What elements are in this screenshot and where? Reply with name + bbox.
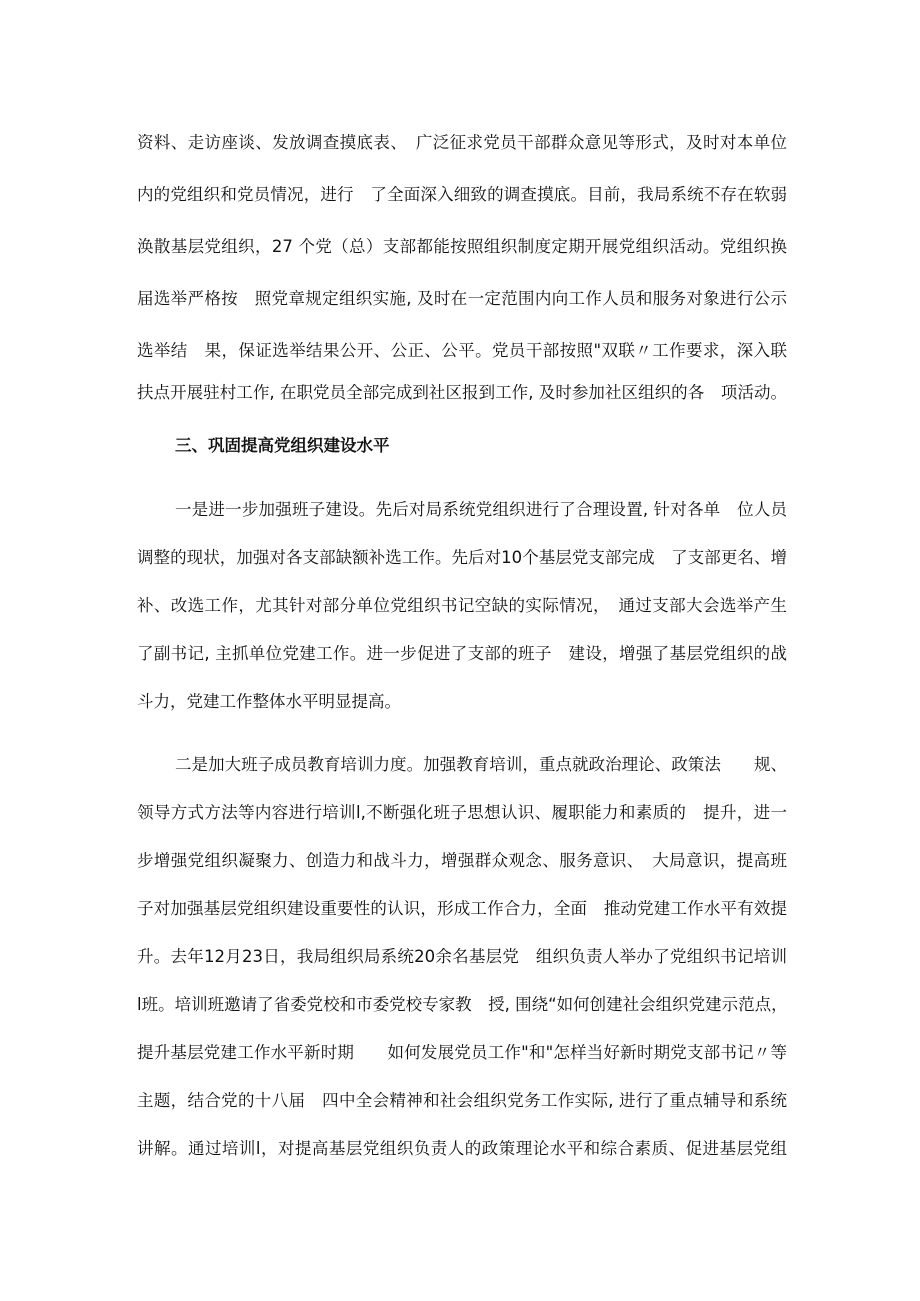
paragraph-line: 领导方式方法等内容进行培训l,不断强化班子思想认识、履职能力和素质的 提升，进一 — [137, 803, 787, 822]
paragraph-line: 主题，结合党的十八届 四中全会精神和社会组织党务工作实际, 进行了重点辅导和系统 — [137, 1091, 787, 1110]
paragraph-line: 一是进一步加强班子建设。先后对局系统党组织进行了合理设置, 针对各单 位人员 — [175, 500, 787, 519]
paragraph-line: 届选举严格按 照党章规定组织实施, 及时在一定范围内向工作人员和服务对象进行公示 — [137, 289, 787, 308]
paragraph-line: 二是加大班子成员教育培训力度。加强教育培训，重点就政治理论、政策法 规、 — [175, 755, 787, 774]
paragraph-line: 讲解。通过培训l，对提高基层党组织负责人的政策理论水平和综合素质、促进基层党组 — [137, 1139, 787, 1158]
paragraph-line: 斗力，党建工作整体水平明显提高。 — [137, 692, 401, 711]
paragraph-line: 了副书记, 主抓单位党建工作。进一步促进了支部的班子 建设，增强了基层党组织的战 — [137, 644, 787, 663]
paragraph-line: 选举结 果，保证选举结果公开、公正、公平。党员干部按照"双联〃工作要求，深入联 — [137, 341, 787, 360]
paragraph-line: 调整的现状，加强对各支部缺额补选工作。先后对10个基层党支部完成 了支部更名、增 — [137, 548, 787, 567]
paragraph-line: 升。去年12月23日，我局组织局系统20余名基层党 组织负责人举办了党组织书记培训 — [137, 947, 787, 966]
paragraph-line: l班。培训班邀请了省委党校和市委党校专家教 授, 围绕“如何创建社会组织党建示范点， — [137, 995, 788, 1014]
paragraph-line: 子对加强基层党组织建设重要性的认识，形成工作合力，全面 推动党建工作水平有效提 — [137, 899, 787, 918]
paragraph-line: 步增强党组织凝聚力、创造力和战斗力，增强群众观念、服务意识、 大局意识，提高班 — [137, 851, 787, 870]
section-heading: 三、巩固提高党组织建设水平 — [175, 436, 390, 455]
paragraph-line: 提升基层党建工作水平新时期 如何发展党员工作"和"怎样当好新时期党支部书记〃等 — [137, 1043, 787, 1062]
paragraph-line: 涣散基层党组织，27 个党（总）支部都能按照组织制度定期开展党组织活动。党组织换 — [137, 237, 787, 256]
paragraph-line: 补、改选工作，尤其针对部分单位党组织书记空缺的实际情况， 通过支部大会选举产生 — [137, 596, 787, 615]
paragraph-line: 扶点开展驻村工作, 在职党员全部完成到社区报到工作, 及时参加社区组织的各 项活动。 — [137, 383, 787, 402]
paragraph-line: 内的党组织和党员情况，进行 了全面深入细致的调查摸底。目前，我局系统不存在软弱 — [137, 185, 787, 204]
paragraph-line: 资料、走访座谈、发放调查摸底表、 广泛征求党员干部群众意见等形式，及时对本单位 — [137, 133, 787, 152]
